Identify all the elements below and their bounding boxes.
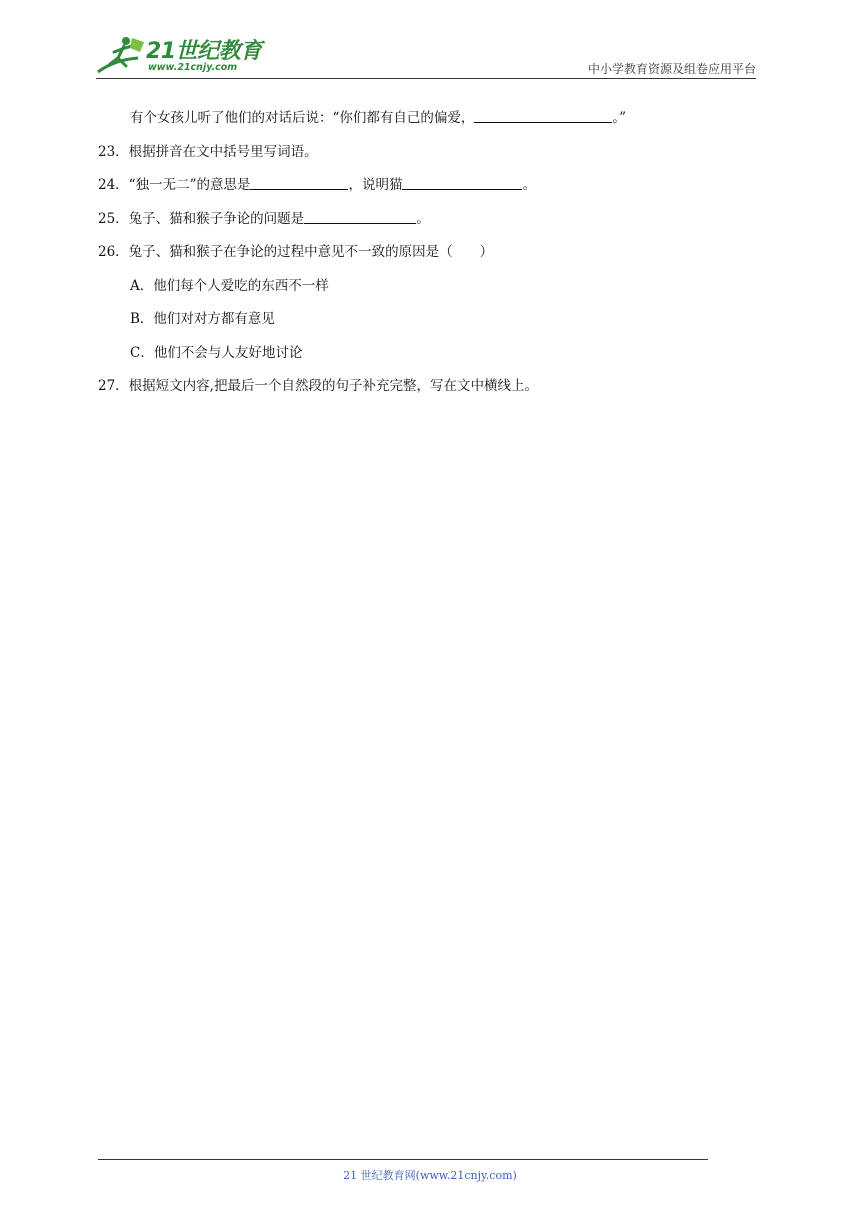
question-25: 25．兔子、猫和猴子争论的问题是 。	[98, 210, 430, 227]
answer-blank[interactable]	[474, 108, 612, 123]
logo-url: www.21cnjy.com	[148, 62, 238, 73]
question-26: 26．兔子、猫和猴子在争论的过程中意见不一致的原因是（ ）	[98, 244, 494, 260]
runner-icon	[96, 34, 148, 76]
page-header	[96, 30, 756, 78]
answer-blank[interactable]	[304, 209, 416, 224]
question-24: 24．“独一无二”的意思是 ，说明猫 。	[98, 177, 536, 193]
passage-last-paragraph: 有个女孩儿听了他们的对话后说：“你们都有自己的偏爱， 。”	[130, 110, 627, 126]
header-divider	[96, 78, 756, 79]
question-27: 27．根据短文内容,把最后一个自然段的句子补充完整，写在文中横线上。	[98, 378, 538, 394]
footer-divider	[98, 1159, 708, 1160]
option-b[interactable]: B．他们对对方都有意见	[130, 311, 275, 327]
footer-link[interactable]: 21 世纪教育网(www.21cnjy.com)	[343, 1169, 517, 1182]
logo-text: 21世纪教育	[146, 39, 262, 64]
answer-blank[interactable]	[402, 175, 522, 190]
option-a[interactable]: A．他们每个人爱吃的东西不一样	[130, 277, 329, 294]
platform-name: 中小学教育资源及组卷应用平台	[587, 62, 756, 76]
logo	[96, 34, 266, 76]
answer-blank[interactable]	[250, 175, 348, 190]
option-c[interactable]: C．他们不会与人友好地讨论	[130, 344, 303, 361]
question-content	[98, 102, 738, 404]
question-23: 23．根据拼音在文中括号里写词语。	[98, 143, 318, 160]
